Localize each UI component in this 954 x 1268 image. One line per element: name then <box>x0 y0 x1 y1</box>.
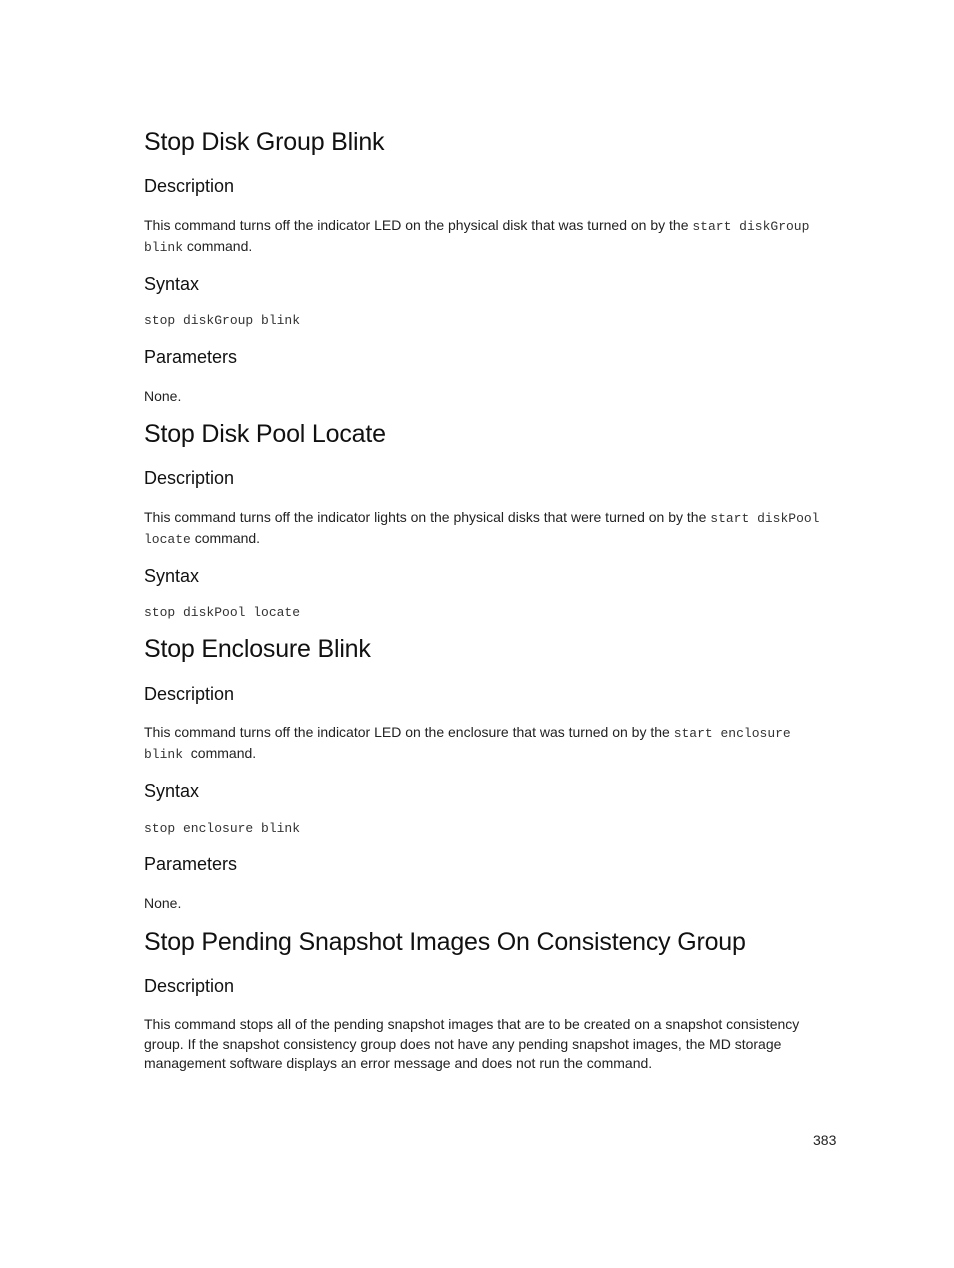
syntax-heading: Syntax <box>144 274 200 294</box>
inline-code: start enclosure blink <box>144 726 791 762</box>
parameters-text: None. <box>144 388 182 404</box>
parameters-text: None. <box>144 895 182 911</box>
syntax-code: stop diskPool locate <box>144 605 301 620</box>
description-heading: Description <box>144 176 235 196</box>
inline-code: start diskGroup blink <box>144 219 810 255</box>
syntax-code: stop diskGroup blink <box>144 313 301 328</box>
description-heading: Description <box>144 468 235 488</box>
description-text: This command turns off the indicator LED on the enclosure that was turned on by the start enclosure blink command. <box>144 724 791 762</box>
description-text: This command turns off the indicator LED on the physical disk that was turned on by the start diskGroup blink command. <box>144 217 810 255</box>
syntax-heading: Syntax <box>144 566 200 586</box>
parameters-heading: Parameters <box>144 347 238 367</box>
description-text: This command stops all of the pending snapshot images that are to be created on a snapshot consistency group. If the snapshot consistency group does not have any pending snapshot images, the MD storage management software displays an error message and does not run the command. <box>144 1016 800 1071</box>
syntax-code: stop enclosure blink <box>144 821 301 836</box>
section-title-stop-enclosure-blink: Stop Enclosure Blink <box>144 635 371 663</box>
description-heading: Description <box>144 976 235 996</box>
section-title-stop-disk-pool-locate: Stop Disk Pool Locate <box>144 420 386 448</box>
syntax-heading: Syntax <box>144 781 200 801</box>
description-text: This command turns off the indicator lights on the physical disks that were turned on by the start diskPool locate command. <box>144 509 820 547</box>
page-number: 383 <box>813 1132 837 1148</box>
inline-code: start diskPool locate <box>144 511 820 547</box>
section-title-stop-disk-group-blink: Stop Disk Group Blink <box>144 128 385 156</box>
section-title-stop-pending-snapshot-images: Stop Pending Snapshot Images On Consistency Group <box>144 928 746 956</box>
parameters-heading: Parameters <box>144 854 238 874</box>
description-heading: Description <box>144 684 235 704</box>
